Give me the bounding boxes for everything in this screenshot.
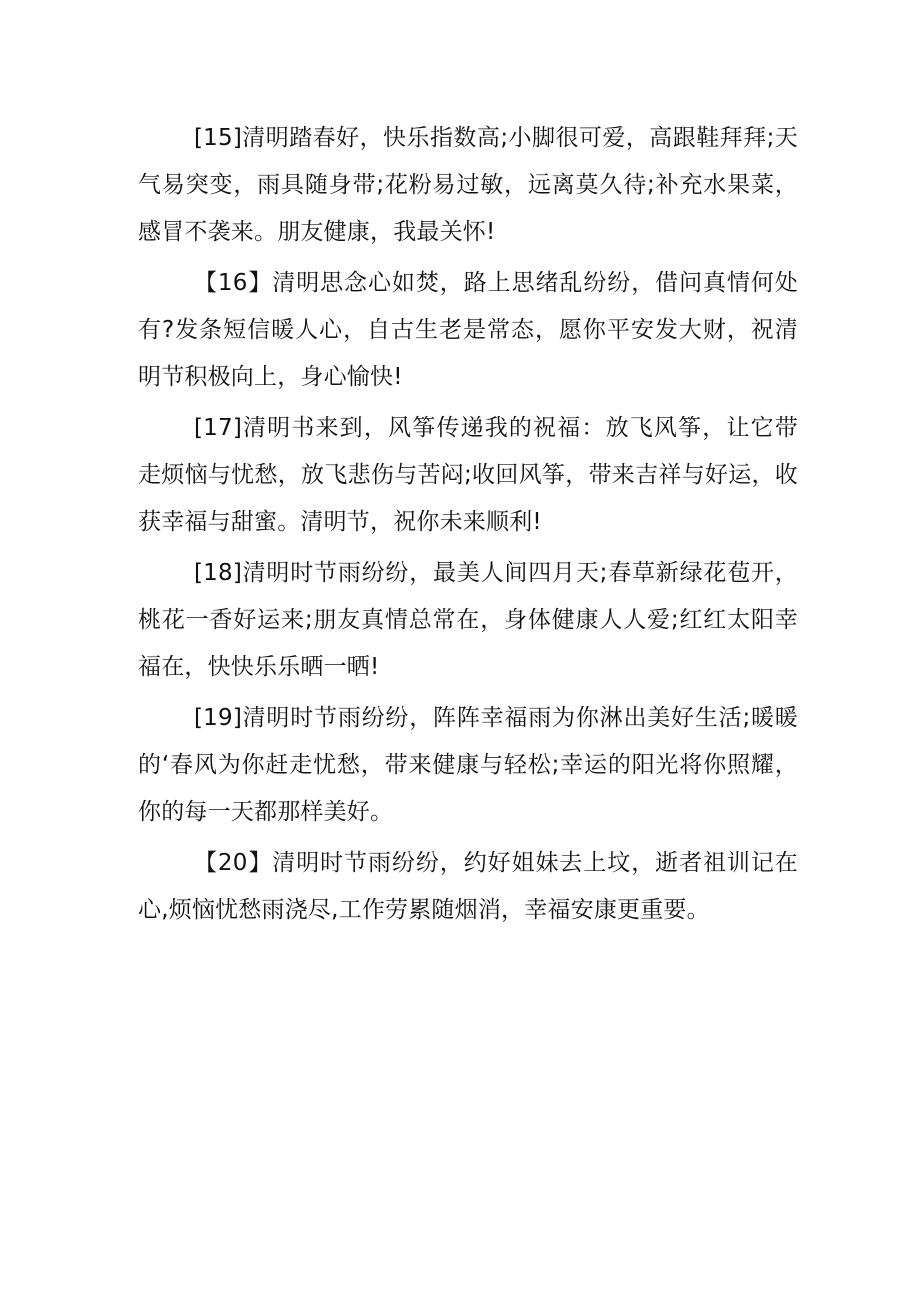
paragraph-20: 【20】清明时节雨纷纷，约好姐妹去上坟，逝者祖训记在心,烦恼忧愁雨浇尽,工作劳累随烟消，幸福安康更重要。 — [138, 850, 798, 923]
document-body — [138, 115, 798, 938]
paragraph-18: [18]清明时节雨纷纷，最美人间四月天;春草新绿花苞开，桃花一香好运来;朋友真情总常在，身体健康人人爱;红红太阳幸福在，快快乐乐晒一晒! — [138, 560, 798, 680]
paragraph-16: 【16】清明思念心如焚，路上思绪乱纷纷，借问真情何处有?发条短信暖人心，自古生老是常态，愿你平安发大财，祝清明节积极向上，身心愉快! — [138, 270, 798, 390]
paragraph-19: [19]清明时节雨纷纷，阵阵幸福雨为你淋出美好生活;暖暖的‘春风为你赶走忧愁，带来健康与轻松;幸运的阳光将你照耀，你的每一天都那样美好。 — [138, 705, 798, 825]
paragraph-17: [17]清明书来到，风筝传递我的祝福：放飞风筝，让它带走烦恼与忧愁，放飞悲伤与苦闷;收回风筝，带来吉祥与好运，收获幸福与甜蜜。清明节，祝你未来顺利! — [138, 415, 798, 535]
paragraph-15: [15]清明踏春好，快乐指数高;小脚很可爱，高跟鞋拜拜;天气易突变，雨具随身带;花粉易过敏，远离莫久待;补充水果菜，感冒不袭来。朋友健康，我最关怀! — [138, 125, 798, 245]
